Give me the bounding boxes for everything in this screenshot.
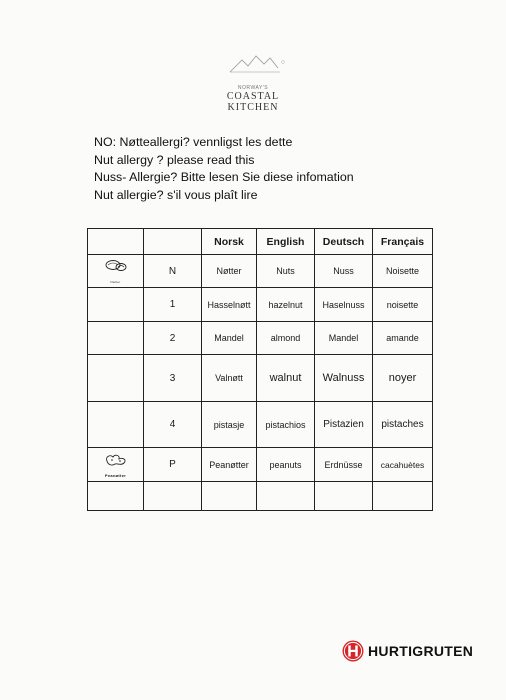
header-norsk: Norsk [202,229,257,255]
allergy-table [87,228,433,511]
row-code: N [144,255,202,288]
brand-line-1: COASTAL [226,91,280,102]
mountain-logo-icon [228,50,288,80]
cell-francais: cacahuètes [373,448,433,482]
cell-deutsch: Haselnuss [315,288,373,322]
cell-english: peanuts [257,448,315,482]
cell-francais: noyer [373,355,433,402]
hurtigruten-logo [342,640,473,662]
row-icon-cell [88,322,144,355]
nut-icon-caption: Nøtter [110,280,121,284]
table-row [88,448,433,482]
header-english: English [257,229,315,255]
header-francais: Français [373,229,433,255]
table-row [88,255,433,288]
cell-english: almond [257,322,315,355]
notice-line-no: NO: Nøtteallergi? vennligst les dette [94,135,293,149]
cell-english: pistachios [257,402,315,448]
notice-line-en: Nut allergy ? please read this [94,152,255,167]
nut-icon [103,258,129,274]
row-icon-cell [88,448,144,482]
cell-norsk: Hasselnøtt [202,288,257,322]
cell-deutsch [315,482,373,511]
hurtigruten-wordmark: HURTIGRUTEN [368,643,474,659]
header-icon [88,229,144,255]
cell-francais: pistaches [373,402,433,448]
cell-deutsch: Erdnüsse [315,448,373,482]
notice-line-de: Nuss- Allergie? Bitte lesen Sie diese infomation [94,170,354,184]
cell-deutsch: Pistazien [315,402,373,448]
brand-line-2: KITCHEN [227,102,279,113]
cell-norsk: Valnøtt [202,355,257,402]
table-row [88,322,433,355]
row-code: 1 [144,288,202,322]
row-icon-cell [88,402,144,448]
row-code [144,482,202,511]
header-deutsch: Deutsch [315,229,373,255]
row-icon-cell [88,355,144,402]
cell-deutsch: Nuss [315,255,373,288]
cell-francais [373,482,433,511]
row-code: 3 [144,355,202,402]
row-code: 2 [144,322,202,355]
cell-norsk [202,482,257,511]
cell-norsk: Peanøtter [202,448,257,482]
allergy-notice [94,134,354,204]
row-code: P [144,448,202,482]
cell-deutsch: Walnuss [315,355,373,402]
table-row [88,402,433,448]
table-row [88,482,433,511]
coastal-kitchen-logo [200,85,306,113]
row-icon-cell [88,482,144,511]
header-code [144,229,202,255]
table-row [88,355,433,402]
peanut-icon-caption: Peanøtter [104,473,127,478]
table-header-row [88,229,433,255]
row-code: 4 [144,402,202,448]
cell-francais: amande [373,322,433,355]
cell-english [257,482,315,511]
brand-small-text: NORWAY'S [237,85,269,91]
cell-francais: Noisette [373,255,433,288]
cell-english: walnut [257,355,315,402]
row-icon-cell [88,255,144,288]
row-icon-cell [88,288,144,322]
cell-norsk: pistasje [202,402,257,448]
cell-english: Nuts [257,255,315,288]
cell-norsk: Nøtter [202,255,257,288]
notice-line-fr: Nut allergie? s'il vous plaît lire [94,187,258,202]
hurtigruten-emblem-icon [342,640,364,662]
cell-norsk: Mandel [202,322,257,355]
peanut-icon [103,451,129,467]
cell-deutsch: Mandel [315,322,373,355]
cell-english: hazelnut [257,288,315,322]
cell-francais: noisette [373,288,433,322]
table-row [88,288,433,322]
